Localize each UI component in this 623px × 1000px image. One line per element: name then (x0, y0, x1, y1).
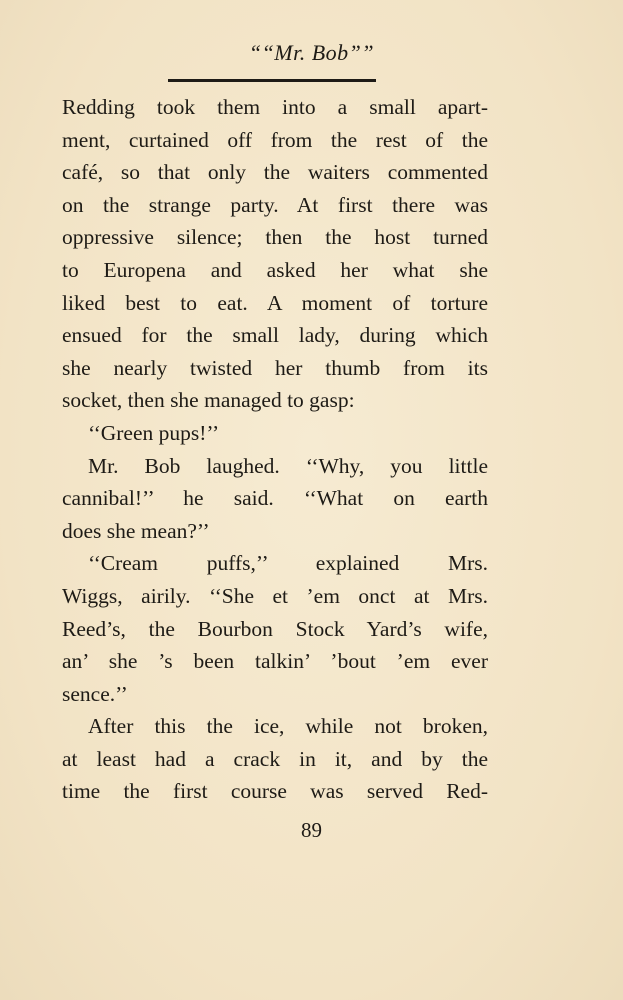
text-line: oppressive silence; then the host turned (62, 225, 488, 250)
text-line: cannibal!’’ he said. ‘‘What on earth (62, 486, 488, 511)
text-line: does she mean?’’ (62, 518, 210, 543)
page-number: 89 (301, 818, 322, 842)
text-line: After this the ice, while not broken, (88, 714, 488, 739)
header-rule (168, 79, 376, 82)
text-line: to Europena and asked her what she (62, 257, 488, 282)
running-header: ““Mr. Bob”” (248, 40, 375, 65)
text-line: Wiggs, airily. ‘‘She et ’em onct at Mrs. (62, 583, 488, 608)
text-line: time the first course was served Red- (62, 779, 488, 804)
text-line: on the strange party. At first there was (62, 192, 488, 217)
text-line: Reed’s, the Bourbon Stock Yard’s wife, (62, 616, 488, 641)
text-line: an’ she ’s been talkin’ ’bout ’em ever (62, 649, 488, 674)
text-line: café, so that only the waiters commented (62, 160, 488, 185)
text-line: socket, then she managed to gasp: (62, 388, 355, 413)
text-line: ment, curtained off from the rest of the (62, 127, 488, 152)
text-line: she nearly twisted her thumb from its (62, 355, 488, 380)
text-line: Mr. Bob laughed. ‘‘Why, you little (88, 453, 488, 478)
text-line: at least had a crack in it, and by the (62, 746, 488, 771)
text-line: sence.’’ (62, 681, 128, 706)
text-line: liked best to eat. A moment of torture (62, 290, 488, 315)
body-text (62, 91, 488, 808)
text-line: ‘‘Green pups!’’ (88, 420, 220, 445)
text-line: ensued for the small lady, during which (62, 323, 488, 348)
text-line: Redding took them into a small apart- (62, 95, 488, 119)
text-line: ‘‘Cream puffs,’’ explained Mrs. (88, 551, 488, 576)
